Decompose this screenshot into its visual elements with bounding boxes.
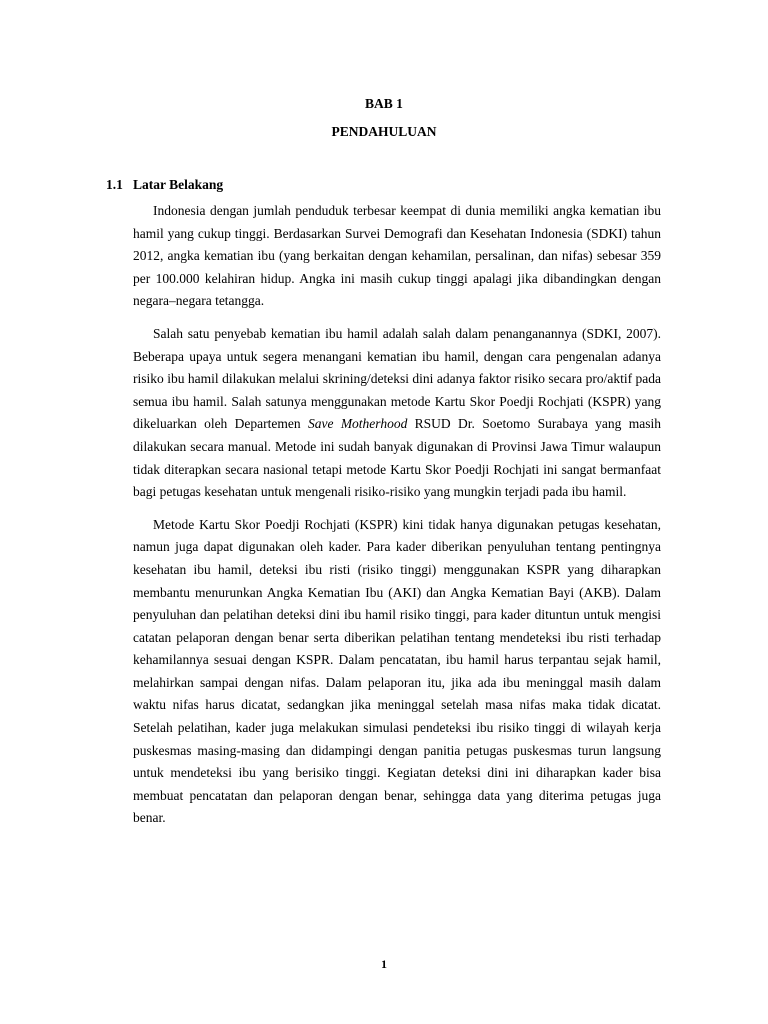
paragraph-1: Indonesia dengan jumlah penduduk terbesar keempat di dunia memiliki angka kematian ibu hamil yang cukup tinggi. Berdasarkan Survei Demografi dan Kesehatan Indonesia (SDKI) tahun 2012, angka kematian ibu (yang berkaitan dengan kehamilan, persalinan, dan nifas) sebesar 359 per 100.000 kelahiran hidup. Angka ini masih cukup tinggi apalagi jika dibandingkan dengan negara–negara tetangga. bbox=[133, 203, 661, 309]
paragraph-2 bbox=[133, 323, 661, 504]
section-title: Latar Belakang bbox=[133, 177, 224, 192]
section-number: 1.1 bbox=[106, 177, 123, 192]
chapter-number: BAB 1 bbox=[365, 96, 403, 111]
save-motherhood-italic: Save Motherhood bbox=[307, 416, 408, 432]
paragraph-2-part-2: RSUD Dr. Soetomo Surabaya yang masih dilakukan secara manual. Metode ini sudah banyak digunakan di Provinsi Jawa Timur walaupun tidak diterapkan secara nasional tetapi metode Kartu Skor Poedji Rochjati ini sangat bermanfaat bagi petugas kesehatan untuk mengenali risiko-risiko yang mungkin terjadi pada ibu hamil. bbox=[133, 416, 662, 500]
paragraph-3: Metode Kartu Skor Poedji Rochjati (KSPR) kini tidak hanya digunakan petugas kesehatan, namun juga dapat digunakan oleh kader. Para kader diberikan penyuluhan tentang pentingnya kesehatan ibu hamil, deteksi ibu risti (risiko tinggi) menggunakan KSPR yang diharapkan membantu menurunkan Angka Kematian Ibu (AKI) dan Angka Kematian Bayi (AKB). Dalam penyuluhan dan pelatihan deteksi dini ibu hamil risiko tinggi, para kader dituntun untuk mengisi catatan pelaporan dengan benar serta diberikan pelatihan tentang mendeteksi ibu risti terhadap kehamilannya sesuai dengan KSPR. Dalam pencatatan, ibu hamil harus terpantau sejak hamil, melahirkan sampai dengan nifas. Dalam pelaporan itu, jika ada ibu meninggal masih dalam waktu nifas harus dicatat, sedangkan jika meninggal setelah masa nifas maka tidak dicatat. Setelah pelatihan, kader juga melakukan simulasi pendeteksi ibu risiko tinggi di wilayah kerja puskesmas masing-masing dan didampingi dengan panitia petugas puskesmas turun langsung untuk mendeteksi ibu yang berisiko tinggi. Kegiatan deteksi dini ini diharapkan kader bisa membuat pencatatan dan pelaporan dengan benar, sehingga data yang diterima petugas juga benar. bbox=[133, 516, 661, 826]
chapter-title: PENDAHULUAN bbox=[331, 124, 437, 139]
section-heading bbox=[106, 177, 223, 193]
page-number: 1 bbox=[381, 957, 387, 971]
paragraph-2-part-1: Salah satu penyebab kematian ibu hamil adalah salah dalam penanganannya (SDKI, 2007). Beberapa upaya untuk segera menangani kematian ibu hamil, dengan cara pengenalan adanya risiko ibu hamil dilakukan melalui skrining/deteksi dini adanya faktor risiko secara pro/aktif pada semua ibu hamil. Salah satunya menggunakan metode Kartu Skor Poedji Rochjati (KSPR) yang dikeluarkan oleh Departemen bbox=[133, 325, 661, 432]
body-text bbox=[133, 200, 661, 840]
